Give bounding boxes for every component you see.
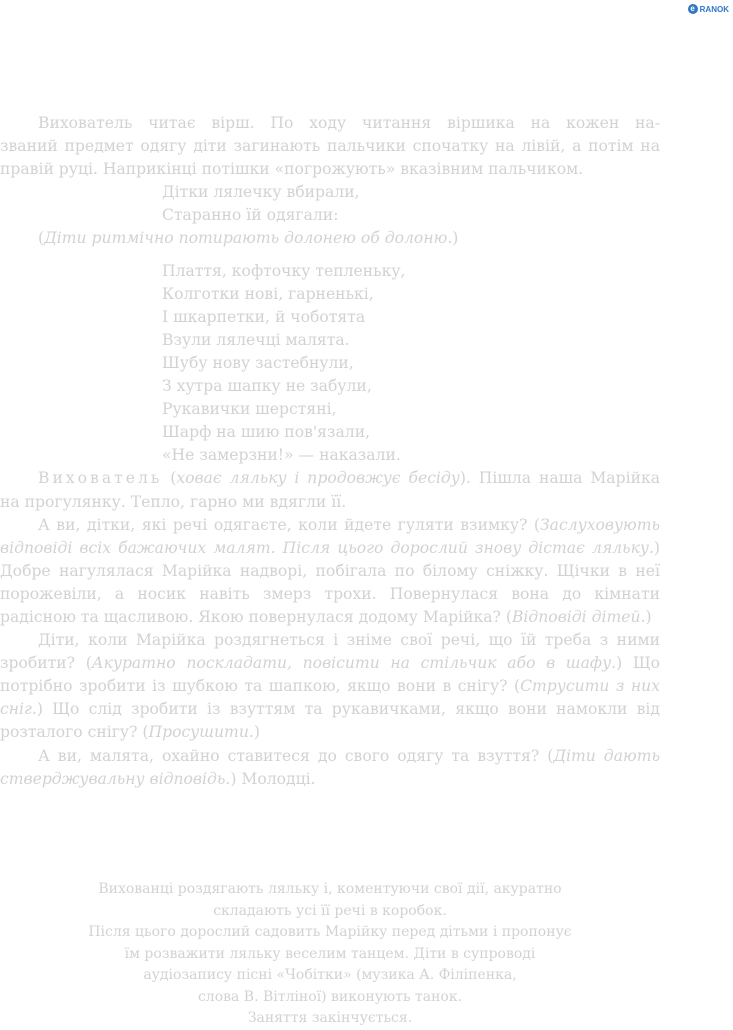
paragraph-questions-3: А ви, малята, охайно ставитеся до свого одягу та взуття? (Діти дають стверджувальну відповідь.) Молодці. (0, 746, 660, 788)
verse-line: І шкарпетки, й чоботята (162, 307, 366, 326)
verse-line: «Не замерзни!» — наказали. (162, 446, 401, 465)
publisher-logo (688, 3, 729, 15)
verse-line: Старанно їй одягали: (162, 206, 339, 225)
intro-first-line: Вихователь читає вірш. По ходу читання віршика на кожен на- (38, 114, 660, 132)
verse-line: Шубу нову застебнули, (162, 353, 354, 372)
verse-block-1 (0, 181, 660, 227)
verse-line: З хутра шапку не забули, (162, 377, 372, 396)
stage-direction: (Діти ритмічно потирають долонею об долоню.) (38, 229, 459, 248)
speaker-label: Вихователь (38, 469, 163, 488)
closing-note (0, 879, 660, 1030)
closing-line: Вихованці роздягають ляльку і, коментуючи свої дії, акуратно (98, 881, 562, 897)
verse-line: Рукавички шерстяні, (162, 400, 337, 419)
closing-line: Після цього дорослий садовить Марійку перед дітьми і пропонує (88, 924, 572, 940)
verse-line: Плаття, кофточку тепленьку, (162, 261, 406, 280)
closing-line: Заняття закінчується. (247, 1010, 413, 1026)
logo-text: RANOK (699, 4, 729, 14)
verse-block-2 (0, 260, 660, 468)
intro-rest: званий предмет одягу діти загинають пальчики спочатку на лівій, а потім на правій руці. Наприкінці потішки «погрожують» вказівним пальчиком. (0, 137, 660, 179)
closing-line: складають усі її речі в коробок. (213, 902, 447, 919)
verse-line: Взули лялечці малята. (162, 330, 350, 349)
logo-mark-icon: e (688, 4, 698, 14)
paragraph-educator: Вихователь (ховає ляльку і продовжує бесіду). Пішла наша Марійка на прогулянку. Тепло, гарно ми вдягли її. (0, 469, 661, 511)
paragraph-questions-1: А ви, дітки, які речі одягаєте, коли йдете гуляти взимку? (Заслуховують відповіді всіх бажаючих малят. Після цього дорослий знову дістає ляльку.) Добре нагулялася Марійка надворі, побігала по білому сніжку. Щічки в неї порожевіли, а носик навіть змерз трохи. Повернулася вона до кімнати радісною та щасливою. Якою повернулася додому Марійка? (Відповіді дітей.) (0, 515, 660, 626)
paragraph-questions-2: Діти, коли Марійка роздягнеться і зніме свої речі, що їй треба з ними зробити? (Акуратно поскладати, повісити на стільчик або в шафу.) Що потрібно зробити із шубкою та шапкою, якщо вони в снігу? (Струсити з них сніг.) Що слід зробити із взуттям та рукавичками, якщо вони намокли від розталого снігу? (Просушити.) (0, 631, 660, 742)
stage-direction-text: Діти ритмічно потирають долонею об долоню (44, 229, 448, 248)
verse-line: Дітки лялечку вбирали, (162, 183, 360, 202)
closing-line: аудіозапису пісні «Чобітки» (музика А. Філіпенка, (143, 967, 517, 983)
text-body (0, 112, 660, 791)
closing-line: їм розважити ляльку веселим танцем. Діти в супроводі (124, 945, 536, 962)
speaker-action: ховає ляльку і продовжує бесіду (176, 469, 460, 488)
verse-line: Колготки нові, гарненькі, (162, 284, 374, 303)
verse-line: Шарф на шию пов'язали, (162, 423, 371, 442)
closing-line: слова В. Вітліної) виконують танок. (197, 988, 463, 1005)
